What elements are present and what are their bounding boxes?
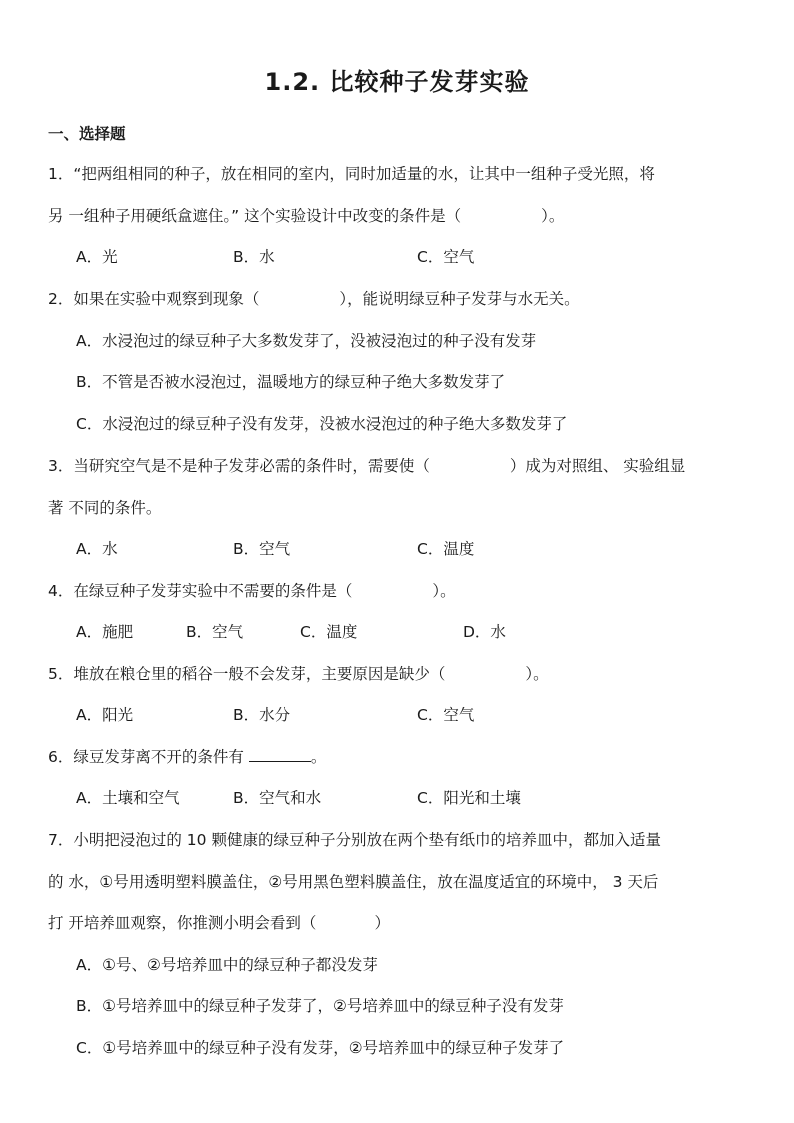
question-2-option-b[interactable]: B．不管是否被水浸泡过，温暖地方的绿豆种子绝大多数发芽了 <box>76 373 506 391</box>
question-4-line-1: 4．在绿豆种子发芽实验中不需要的条件是（ ）。 <box>48 582 456 600</box>
question-2-option-c[interactable]: C．水浸泡过的绿豆种子没有发芽，没被水浸泡过的种子绝大多数发芽了 <box>76 415 568 433</box>
question-7-option-b[interactable]: B．①号培养皿中的绿豆种子发芽了，②号培养皿中的绿豆种子没有发芽 <box>76 997 564 1015</box>
option-d[interactable]: D．水 <box>463 623 506 641</box>
option-b[interactable]: B．空气 <box>233 540 291 558</box>
option-a[interactable]: A．土壤和空气 <box>76 789 180 807</box>
page-title: 1.2. 比较种子发芽实验 <box>264 68 530 96</box>
question-5-line-1: 5．堆放在粮仓里的稻谷一般不会发芽，主要原因是缺少（ ）。 <box>48 665 549 683</box>
option-c[interactable]: C．温度 <box>300 623 358 641</box>
question-1-line-1: 1．“把两组相同的种子，放在相同的室内，同时加适量的水，让其中一组种子受光照，将 <box>48 165 655 183</box>
question-3-line-2: 著 不同的条件。 <box>48 499 162 517</box>
option-a[interactable]: A．光 <box>76 248 118 266</box>
question-7-line-1: 7．小明把浸泡过的 10 颗健康的绿豆种子分别放在两个垫有纸巾的培养皿中，都加入适量 <box>48 831 661 849</box>
option-b[interactable]: B．空气 <box>186 623 244 641</box>
question-7-option-c[interactable]: C．①号培养皿中的绿豆种子没有发芽，②号培养皿中的绿豆种子发芽了 <box>76 1039 565 1057</box>
option-b[interactable]: B．水分 <box>233 706 291 724</box>
question-7-option-a[interactable]: A．①号、②号培养皿中的绿豆种子都没发芽 <box>76 956 378 974</box>
answer-underline <box>249 746 311 762</box>
option-a[interactable]: A．施肥 <box>76 623 134 641</box>
option-c[interactable]: C．温度 <box>417 540 475 558</box>
option-b[interactable]: B．空气和水 <box>233 789 322 807</box>
question-7-line-2: 的 水，①号用透明塑料膜盖住，②号用黑色塑料膜盖住，放在温度适宜的环境中， 3 天后 <box>48 873 659 891</box>
section-heading: 一、选择题 <box>48 125 126 143</box>
option-a[interactable]: A．水 <box>76 540 118 558</box>
question-2-option-a[interactable]: A．水浸泡过的绿豆种子大多数发芽了，没被浸泡过的种子没有发芽 <box>76 332 537 350</box>
question-2-line-1: 2．如果在实验中观察到现象（ ），能说明绿豆种子发芽与水无关。 <box>48 290 580 308</box>
question-6-line-1: 6．绿豆发芽离不开的条件有 。 <box>48 748 327 766</box>
question-7-line-3: 打 开培养皿观察，你推测小明会看到（ ） <box>48 914 390 932</box>
option-c[interactable]: C．空气 <box>417 248 475 266</box>
option-c[interactable]: C．阳光和土壤 <box>417 789 521 807</box>
option-b[interactable]: B．水 <box>233 248 275 266</box>
question-3-line-1: 3．当研究空气是不是种子发芽必需的条件时，需要使（ ）成为对照组、 实验组显 <box>48 457 686 475</box>
option-a[interactable]: A．阳光 <box>76 706 134 724</box>
question-1-line-2: 另 一组种子用硬纸盒遮住。” 这个实验设计中改变的条件是（ ）。 <box>48 207 565 225</box>
option-c[interactable]: C．空气 <box>417 706 475 724</box>
